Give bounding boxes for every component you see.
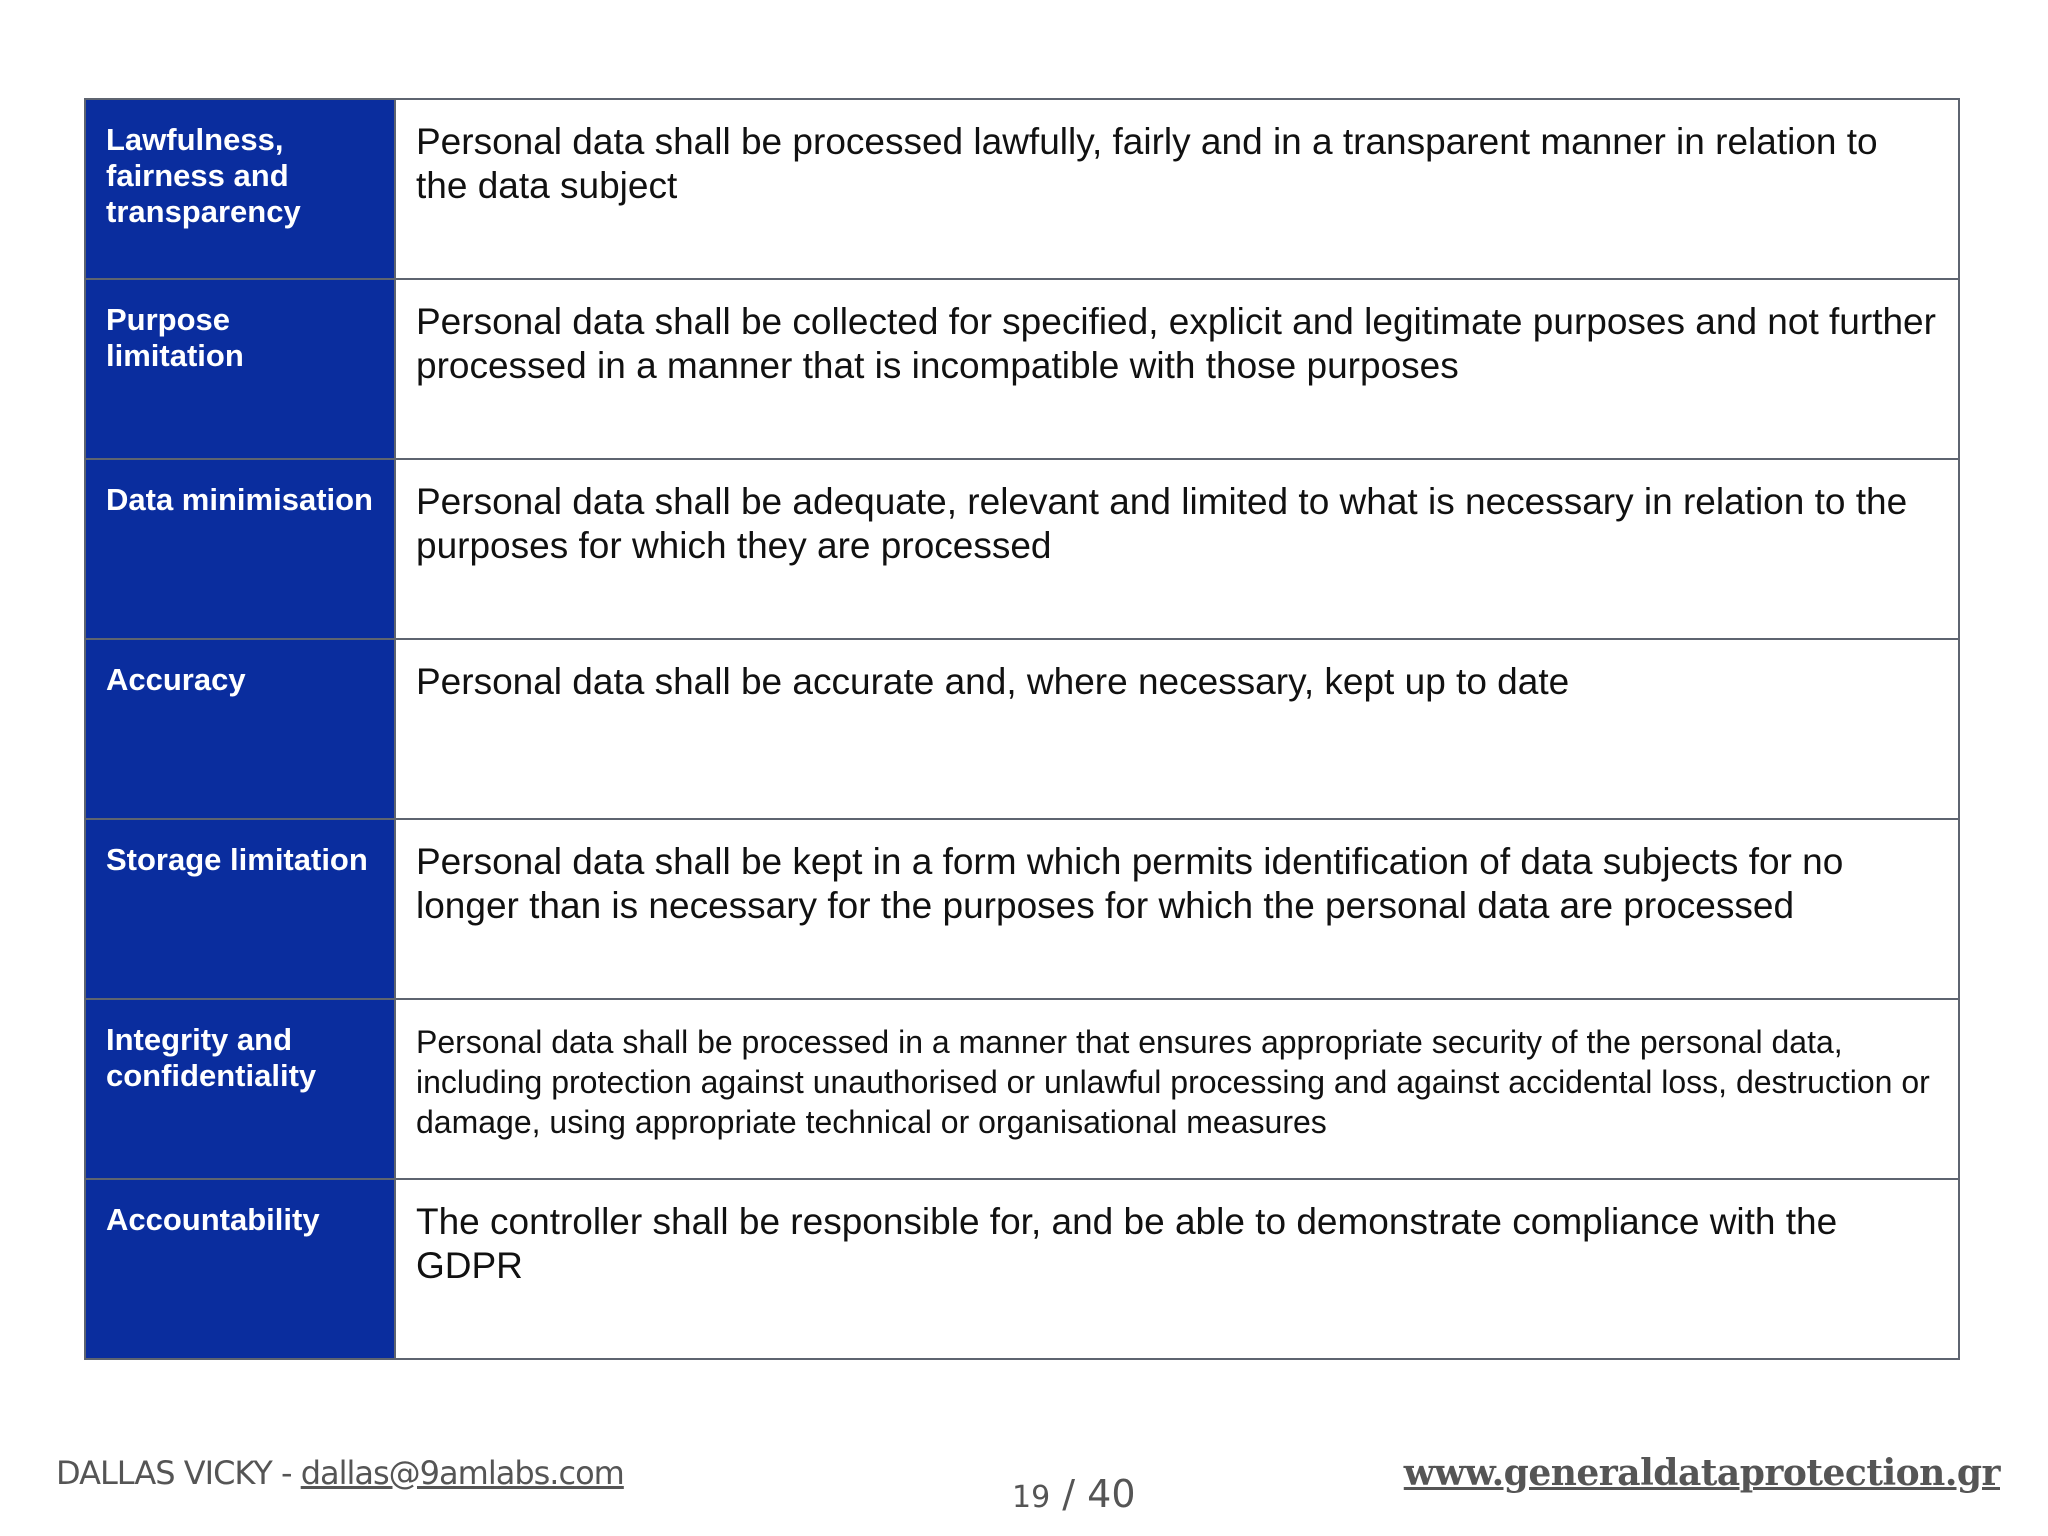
principle-description: Personal data shall be processed in a manner that ensures appropriate security of the personal data, including protection against unauthorised or unlawful processing and against accidental loss, destruction or damage, using appropriate technical or organisational measures	[395, 999, 1959, 1179]
principle-description: Personal data shall be collected for specified, explicit and legitimate purposes and not further processed in a manner that is incompatible with those purposes	[395, 279, 1959, 459]
page-current: 19	[1012, 1480, 1051, 1515]
principle-description: Personal data shall be processed lawfully, fairly and in a transparent manner in relation to the data subject	[395, 99, 1959, 279]
table-row	[85, 819, 1959, 999]
page-number	[1012, 1472, 1136, 1516]
gdpr-principles-table	[84, 98, 1960, 1360]
principle-name: Accuracy	[85, 639, 395, 819]
website-link[interactable]: www.generaldataprotection.gr	[1403, 1452, 2000, 1494]
table-row	[85, 639, 1959, 819]
table-row	[85, 99, 1959, 279]
table-row	[85, 459, 1959, 639]
principle-name: Purpose limitation	[85, 279, 395, 459]
principle-name: Lawfulness, fairness and transparency	[85, 99, 395, 279]
principle-description: The controller shall be responsible for, and be able to demonstrate compliance with the GDPR	[395, 1179, 1959, 1359]
principle-description: Personal data shall be kept in a form which permits identification of data subjects for no longer than is necessary for the purposes for which the personal data are processed	[395, 819, 1959, 999]
author-name: DALLAS VICKY -	[56, 1454, 301, 1492]
principle-description: Personal data shall be accurate and, where necessary, kept up to date	[395, 639, 1959, 819]
footer-author	[56, 1454, 624, 1492]
principle-name: Integrity and confidentiality	[85, 999, 395, 1179]
principle-name: Accountability	[85, 1179, 395, 1359]
page-separator: /	[1050, 1472, 1088, 1516]
page-total: 40	[1087, 1472, 1136, 1516]
table-row	[85, 1179, 1959, 1359]
author-email-link[interactable]: dallas@9amlabs.com	[300, 1454, 624, 1492]
principle-name: Data minimisation	[85, 459, 395, 639]
principle-name: Storage limitation	[85, 819, 395, 999]
table-row	[85, 279, 1959, 459]
table-row	[85, 999, 1959, 1179]
principle-description: Personal data shall be adequate, relevant and limited to what is necessary in relation to the purposes for which they are processed	[395, 459, 1959, 639]
